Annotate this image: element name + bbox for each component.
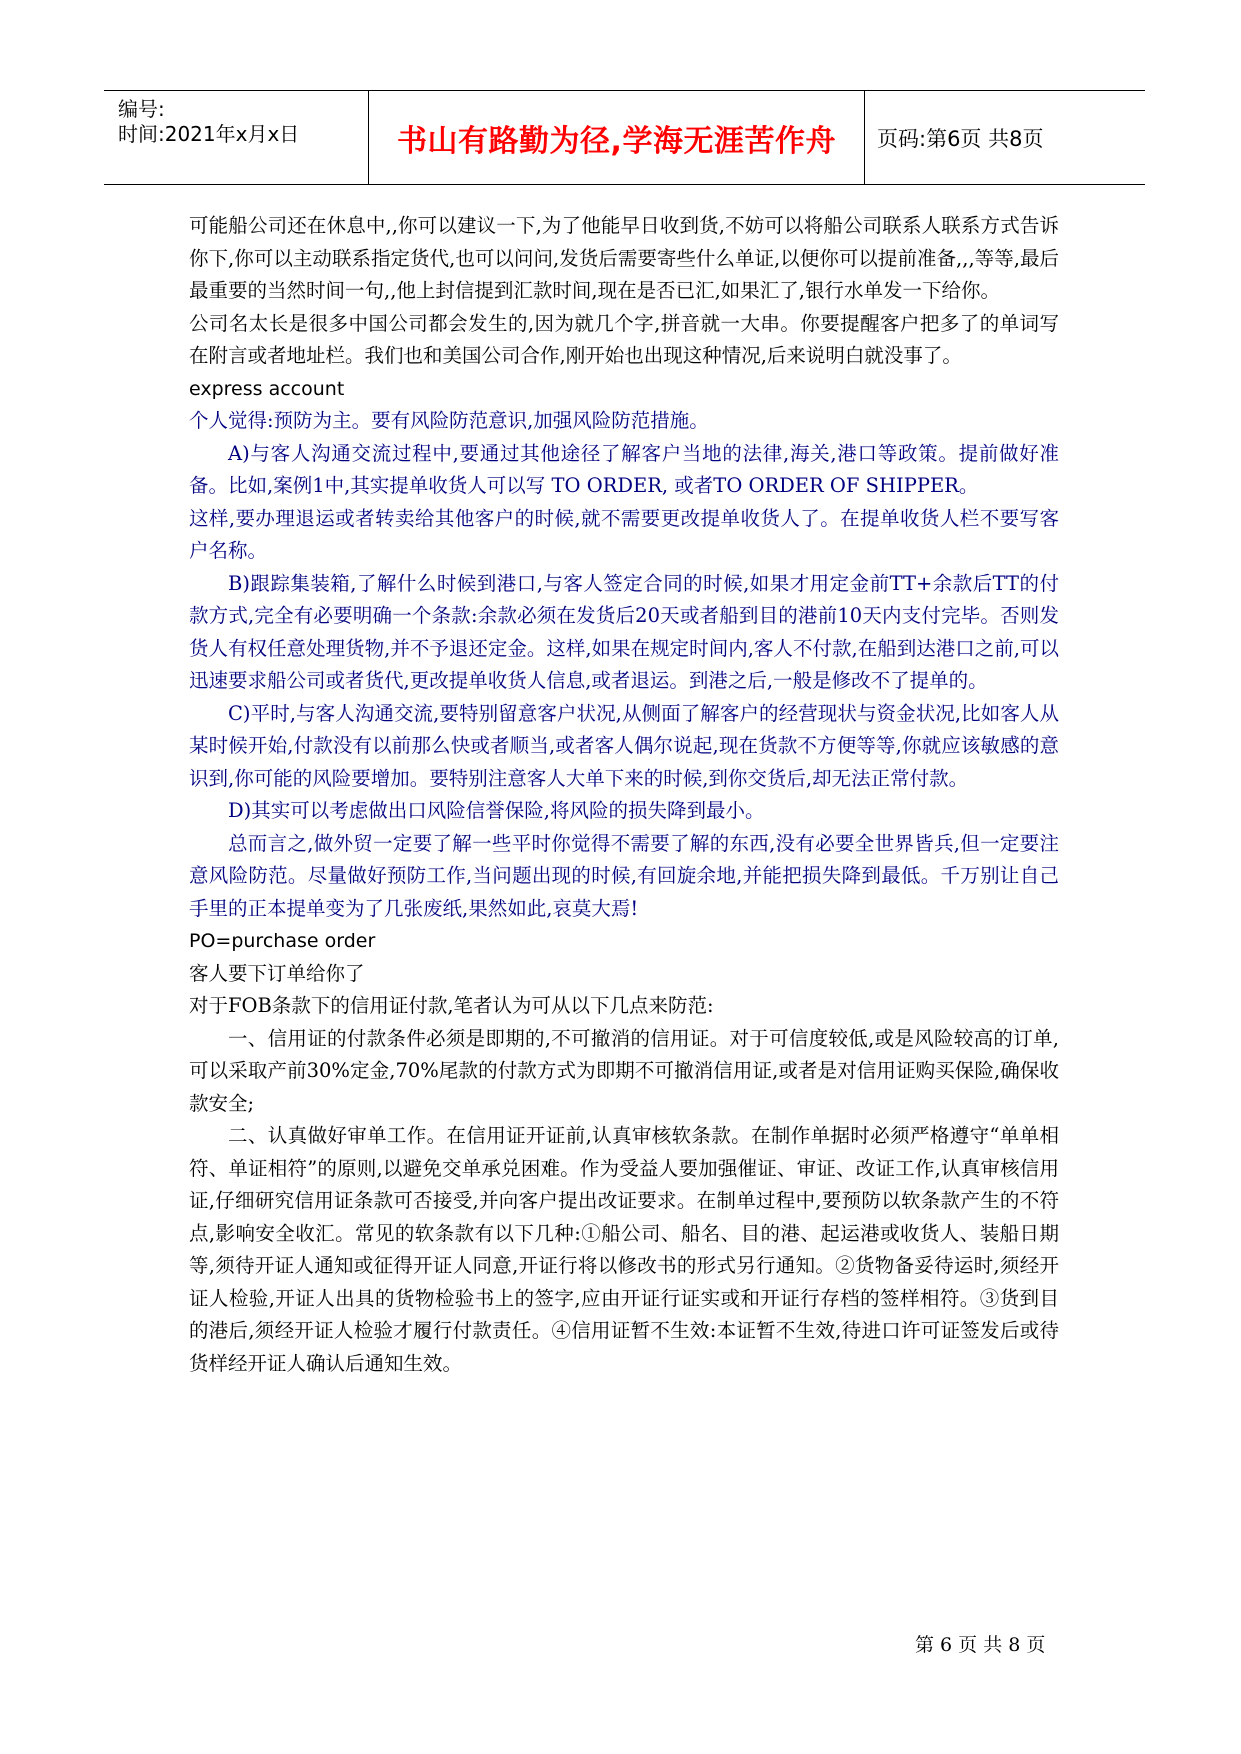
paragraph-point-two: 二、认真做好审单工作。在信用证开证前,认真审核软条款。在制作单据时必须严格遵守“单单相符、单证相符”的原则,以避免交单承兑困难。作为受益人要加强催证、审证、改证工作,认真审核信用证,仔细研究信用证条款可否接受,并向客户提出改证要求。在制单过程中,要预防以软条款产生的不符点,影响安全收汇。常见的软条款有以下几种:①船公司、船名、目的港、起运港或收货人、装船日期等,须待开证人通知或征得开证人同意,开证行将以修改书的形式另行通知。②货物备妥待运时,须经开证人检验,开证人出具的货物检验书上的签字,应由开证行证实或和开证行存档的签样相符。③货到目的港后,须经开证人检验才履行付款责任。④信用证暂不生效:本证暂不生效,待进口许可证签发后或待货样经开证人确认后通知生效。 [189,1124,1059,1375]
paragraph-prevention-summary: 个人觉得:预防为主。要有风险防范意识,加强风险防范措施。 [189,409,709,432]
header-motto: 书山有路勤为径,学海无涯苦作舟 [397,123,836,159]
paragraph-return-shipment: 这样,要办理退运或者转卖给其他客户的时候,就不需要更改提单收货人了。在提单收货人栏不要写客户名称。 [189,506,1059,562]
paragraph-order-note: 客人要下订单给你了 [189,961,365,985]
header-page-number: 页码:第6页 共8页 [877,126,1044,151]
header-motto-cell [369,91,865,184]
paragraph-company-name: 公司名太长是很多中国公司都会发生的,因为就几个字,拼音就一大串。你要提醒客户把多了的单词写在附言或者地址栏。我们也和美国公司合作,刚开始也出现这种情况,后来说明白就没事了。 [189,311,1059,367]
paragraph-point-d: D)其实可以考虑做出口风险信誉保险,将风险的损失降到最小。 [228,799,765,822]
paragraph-point-one: 一、信用证的付款条件必须是即期的,不可撤消的信用证。对于可信度较低,或是风险较高的订单,可以采取产前30%定金,70%尾款的付款方式为即期不可撤消信用证,或者是对信用证购买保险,确保收款安全; [189,1026,1059,1115]
header-left-cell [104,91,369,184]
paragraph-conclusion: 总而言之,做外贸一定要了解一些平时你觉得不需要了解的东西,没有必要全世界皆兵,但一定要注意风险防范。尽量做好预防工作,当问题出现的时候,有回旋余地,并能把损失降到最低。千万别让自己手里的正本提单变为了几张废纸,果然如此,哀莫大焉! [189,831,1059,920]
paragraph-point-a: A)与客人沟通交流过程中,要通过其他途径了解客户当地的法律,海关,港口等政策。提前做好准备。比如,案例1中,其实提单收货人可以写 TO ORDER, 或者TO ORDER OF SHIPPER。 [189,441,1059,497]
paragraph-po-definition: PO=purchase order [189,930,376,952]
paragraph-point-c: C)平时,与客人沟通交流,要特别留意客户状况,从侧面了解客户的经营现状与资金状况,比如客人从某时候开始,付款没有以前那么快或者顺当,或者客人偶尔说起,现在货款不方便等等,你就应该敏感的意识到,你可能的风险要增加。要特别注意客人大单下来的时候,到你交货后,却无法正常付款。 [189,701,1059,790]
header-right-cell [865,91,1145,184]
paragraph-express-account: express account [189,377,345,400]
document-body [189,210,1059,1380]
paragraph-point-b: B)跟踪集装箱,了解什么时候到港口,与客人签定合同的时候,如果才用定金前TT+余款后TT的付款方式,完全有必要明确一个条款:余款必须在发货后20天或者船到目的港前10天内支付完毕。否则发货人有权任意处理货物,并不予退还定金。这样,如果在规定时间内,客人不付款,在船到达港口之前,可以迅速要求船公司或者货代,更改提单收货人信息,或者退运。到港之后,一般是修改不了提单的。 [189,571,1059,692]
page-header [104,90,1145,185]
document-number-label: 编号: [118,97,165,121]
paragraph-shipping-advice: 可能船公司还在休息中,,你可以建议一下,为了他能早日收到货,不妨可以将船公司联系人联系方式告诉你下,你可以主动联系指定货代,也可以问问,发货后需要寄些什么单证,以便你可以提前准备,,,等等,最后最重要的当然时间一句,,他上封信提到汇款时间,现在是否已汇,如果汇了,银行水单发一下给你。 [189,214,1059,302]
paragraph-fob-intro: 对于FOB条款下的信用证付款,笔者认为可从以下几点来防范: [189,994,714,1017]
page-footer: 第 6 页 共 8 页 [915,1634,1046,1656]
document-time-label: 时间:2021年x月x日 [118,122,300,146]
